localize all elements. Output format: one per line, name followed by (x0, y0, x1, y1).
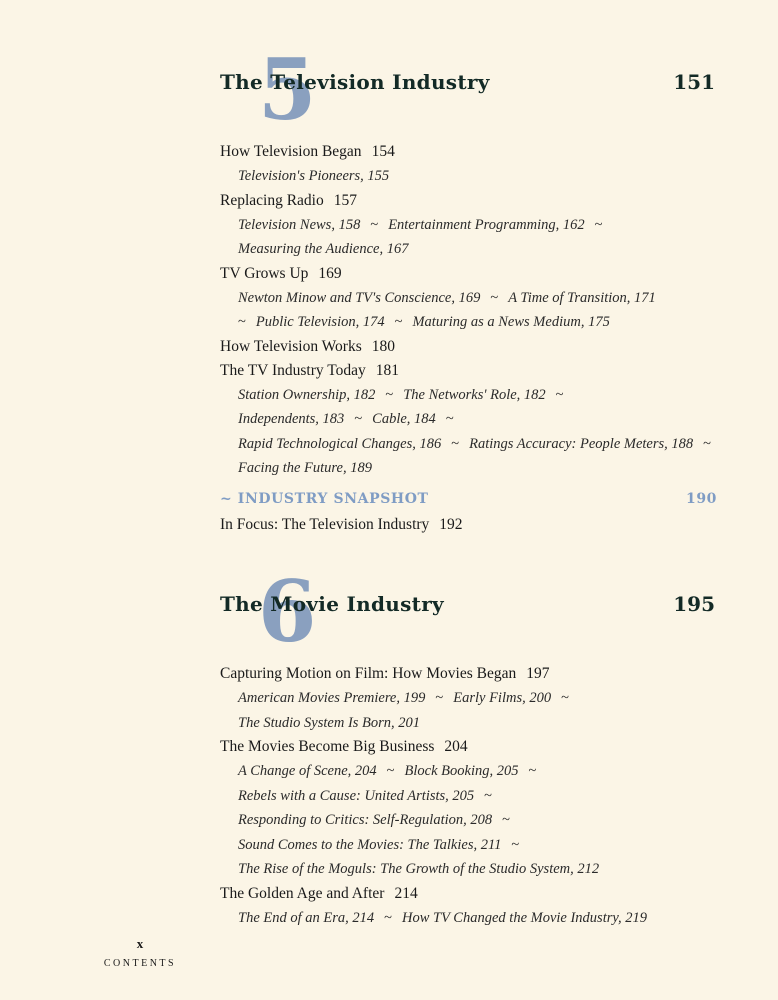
subtopic: Television News, 158 (238, 216, 361, 233)
subtopic: Measuring the Audience, 167 (238, 241, 409, 257)
separator-tilde: ~ (511, 836, 520, 853)
separator-tilde: ~ (238, 314, 246, 330)
chapter-5-contents (220, 140, 718, 537)
subtopic: Ratings Accuracy: People Meters, 188 (469, 435, 694, 452)
subtopic: Station Ownership, 182 (238, 386, 376, 403)
toc-subtopics (220, 286, 700, 335)
chapter-title: The Movie Industry (220, 592, 444, 616)
subtopic: Sound Comes to the Movies: The Talkies, 211 (238, 836, 502, 853)
subtopic: The Studio System Is Born, 201 (238, 714, 421, 731)
subtopic: Maturing as a News Medium, 175 (412, 314, 610, 330)
subtopic: Public Television, 174 (255, 314, 385, 330)
subtopic: Cable, 184 (372, 411, 436, 427)
industry-snapshot[interactable] (220, 485, 718, 513)
snapshot-label: ~ INDUSTRY SNAPSHOT (220, 490, 429, 507)
chapter-number: 5 (258, 40, 317, 139)
snapshot-page-number: 190 (686, 490, 718, 507)
toc-subtopics (220, 906, 700, 931)
page-footer (100, 936, 180, 969)
separator-tilde: ~ (435, 690, 444, 706)
toc-entry[interactable]: The TV Industry Today 181 (220, 361, 399, 379)
subtopic: Newton Minow and TV's Conscience, 169 (238, 289, 481, 306)
subtopic: Independents, 183 (238, 411, 345, 427)
chapter-number: 6 (258, 562, 317, 661)
subtopic: American Movies Premiere, 199 (238, 690, 426, 706)
toc-subtopics (220, 383, 711, 481)
separator-tilde: ~ (445, 411, 454, 427)
subtopic: The End of an Era, 214 (238, 909, 375, 926)
subtopic: A Time of Transition, 171 (508, 289, 656, 306)
subtopic: Block Booking, 205 (404, 763, 519, 779)
separator-tilde: ~ (484, 787, 493, 804)
separator-tilde: ~ (451, 435, 460, 452)
subtopic: Rapid Technological Changes, 186 (238, 435, 442, 452)
subtopic: How TV Changed the Movie Industry, 219 (402, 909, 648, 926)
separator-tilde: ~ (384, 909, 392, 926)
chapter-6-contents (220, 662, 700, 930)
subtopic: The Rise of the Moguls: The Growth of the Studio System, 212 (238, 861, 600, 877)
subtopic: The Networks' Role, 182 (403, 386, 546, 403)
toc-entry[interactable]: The Movies Become Big Business 204 (220, 738, 468, 755)
toc-entry[interactable]: TV Grows Up 169 (220, 264, 342, 282)
footer-label: CONTENTS (103, 958, 177, 969)
toc-subtopics (220, 759, 700, 882)
separator-tilde: ~ (561, 690, 569, 706)
chapter-6-heading (220, 562, 715, 661)
subtopic: A Change of Scene, 204 (238, 763, 377, 779)
subtopic: Rebels with a Cause: United Artists, 205 (238, 787, 475, 804)
separator-tilde: ~ (354, 411, 363, 427)
separator-tilde: ~ (594, 216, 603, 233)
toc-entry[interactable]: How Television Works 180 (220, 337, 396, 355)
separator-tilde: ~ (528, 763, 537, 779)
separator-tilde: ~ (555, 386, 564, 403)
separator-tilde: ~ (386, 763, 395, 779)
chapter-5-heading (220, 40, 715, 139)
subtopic: Television's Pioneers, 155 (238, 168, 390, 184)
subtopic: Entertainment Programming, 162 (388, 216, 585, 233)
footer-page-number: x (136, 936, 144, 951)
toc-subtopics (220, 164, 700, 189)
subtopic: Facing the Future, 189 (238, 460, 372, 476)
toc-entry[interactable]: The Golden Age and After 214 (220, 884, 418, 902)
chapter-title: The Television Industry (220, 70, 490, 94)
toc-entry[interactable]: How Television Began 154 (220, 143, 395, 160)
toc-entry[interactable]: Capturing Motion on Film: How Movies Began 197 (220, 665, 550, 682)
subtopic: Early Films, 200 (453, 690, 552, 706)
separator-tilde: ~ (394, 314, 403, 330)
chapter-page-number: 151 (673, 70, 715, 94)
toc-subtopics (220, 686, 700, 735)
toc-subtopics (220, 213, 700, 262)
toc-entry-in-focus[interactable]: In Focus: The Television Industry 192 (220, 515, 463, 533)
chapter-page-number: 195 (673, 592, 715, 616)
toc-entry[interactable]: Replacing Radio 157 (220, 191, 357, 209)
subtopic: Responding to Critics: Self-Regulation, 208 (238, 812, 493, 828)
separator-tilde: ~ (703, 435, 711, 452)
separator-tilde: ~ (502, 812, 510, 828)
separator-tilde: ~ (385, 386, 394, 403)
separator-tilde: ~ (490, 289, 499, 306)
separator-tilde: ~ (370, 216, 379, 233)
